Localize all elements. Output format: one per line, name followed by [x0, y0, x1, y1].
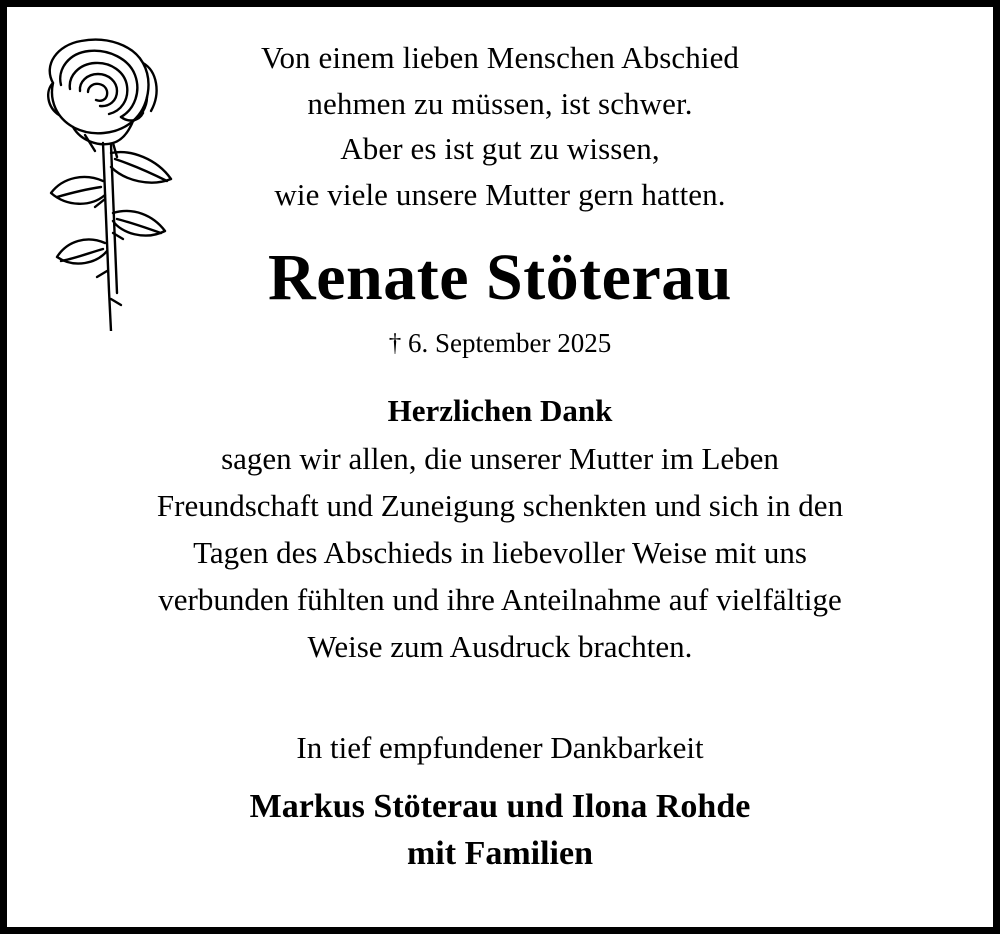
family-block [29, 784, 971, 878]
thanks-line: Weise zum Ausdruck brachten. [307, 629, 693, 665]
thanks-line: Freundschaft und Zuneigung schenkten und sich in den [156, 488, 844, 524]
family-line: Markus Stöterau und Ilona Rohde [249, 787, 751, 825]
thanks-heading: Herzlichen Dank [387, 392, 613, 428]
thanks-body [29, 435, 971, 671]
verse-line: wie viele unsere Mutter gern hatten. [274, 176, 726, 212]
verse-line: Von einem lieben Menschen Abschied [260, 40, 740, 75]
notice-content [29, 35, 971, 878]
verse-line: Aber es ist gut zu wissen, [340, 131, 660, 167]
verse-line: nehmen zu müssen, ist schwer. [307, 85, 693, 121]
thanks-line: Tagen des Abschieds in liebevoller Weise mit uns [193, 535, 807, 571]
family-line: mit Familien [406, 834, 594, 872]
date-of-death: 6. September 2025 [408, 327, 612, 358]
thanks-line: sagen wir allen, die unserer Mutter im Leben [221, 440, 779, 476]
verse-block [29, 35, 971, 217]
thanks-line: verbunden fühlten und ihre Anteilnahme auf vielfältige [158, 582, 842, 618]
gratitude-line: In tief empfundener Dankbarkeit [296, 730, 704, 766]
date-of-death-line [29, 327, 971, 359]
cross-icon: † [388, 329, 402, 357]
deceased-name: Renate Stöterau [268, 241, 732, 315]
